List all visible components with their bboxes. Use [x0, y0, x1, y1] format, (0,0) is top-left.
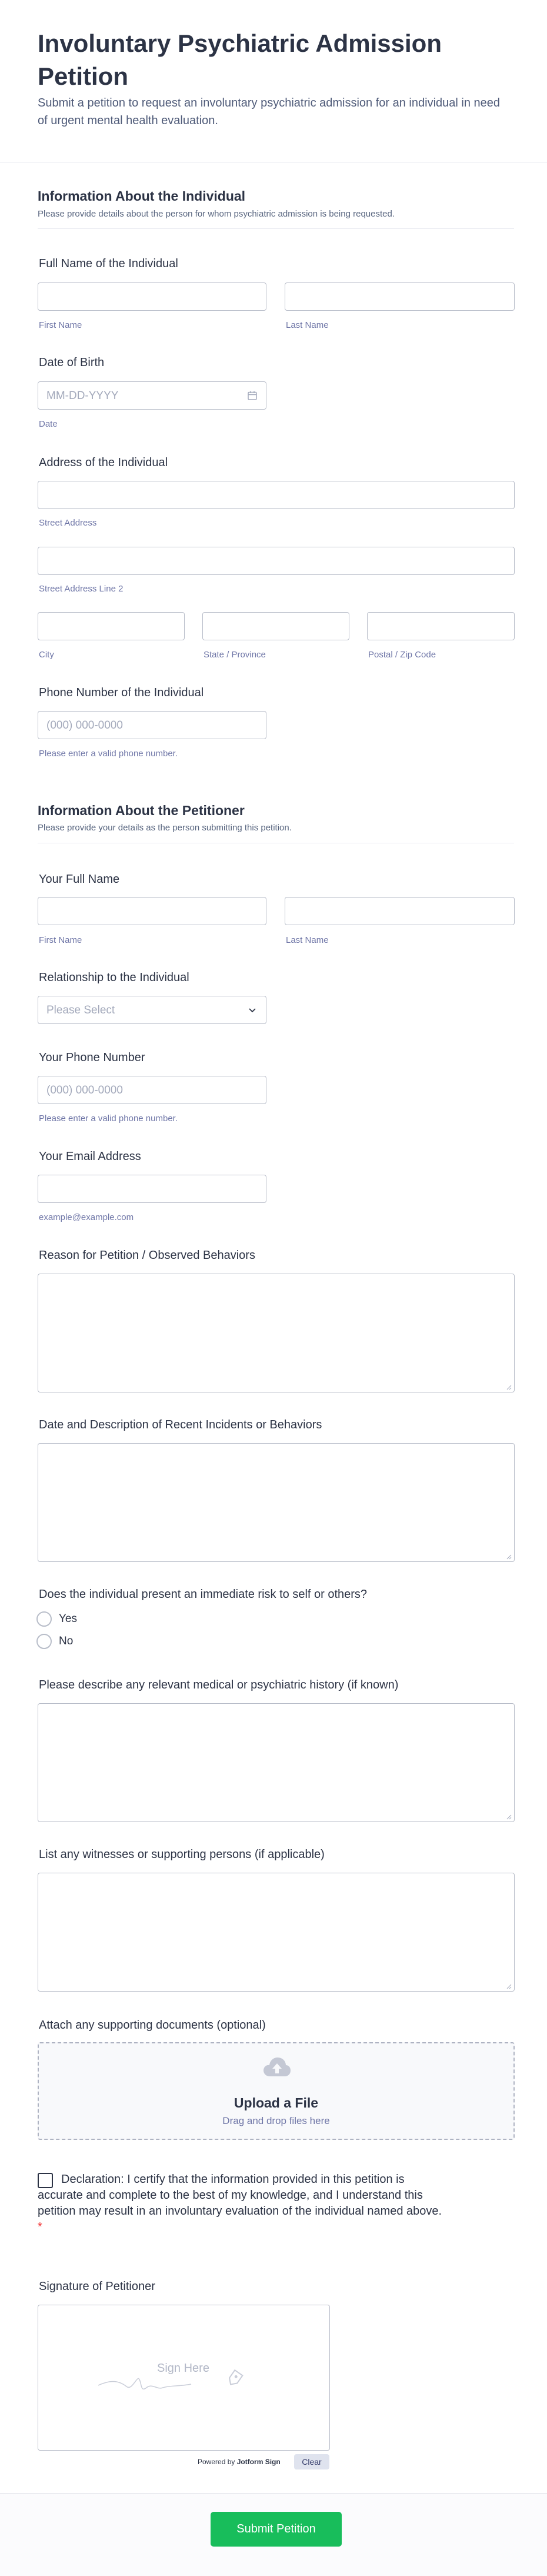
- address-label: Address of the Individual: [39, 456, 168, 469]
- relationship-label: Relationship to the Individual: [39, 971, 189, 984]
- your-phone-sublabel: Please enter a valid phone number.: [39, 1114, 178, 1124]
- reason-label: Reason for Petition / Observed Behaviors: [39, 1249, 255, 1262]
- risk-yes-radio[interactable]: [36, 1611, 52, 1627]
- relationship-select[interactable]: [38, 996, 266, 1024]
- resize-handle-icon[interactable]: [506, 1983, 512, 1989]
- city-input[interactable]: [38, 612, 185, 640]
- state-input[interactable]: [202, 612, 349, 640]
- chevron-down-icon: [247, 1005, 258, 1015]
- your-phone-label: Your Phone Number: [39, 1051, 145, 1064]
- your-email-label: Your Email Address: [39, 1150, 141, 1163]
- risk-no-radio[interactable]: [36, 1634, 52, 1649]
- section-desc-petitioner: Please provide your details as the person submitting this petition.: [38, 823, 292, 833]
- street-address-input[interactable]: [38, 481, 515, 509]
- section-divider: [38, 228, 514, 229]
- signature-placeholder: Sign Here: [157, 2362, 209, 2375]
- file-upload-dropzone[interactable]: [38, 2042, 515, 2140]
- street-address-sublabel: Street Address: [39, 518, 97, 528]
- individual-phone-label: Phone Number of the Individual: [39, 686, 204, 699]
- incidents-textarea[interactable]: [38, 1443, 515, 1562]
- state-sublabel: State / Province: [204, 650, 266, 660]
- dob-placeholder: MM-DD-YYYY: [46, 390, 119, 402]
- resize-handle-icon[interactable]: [506, 1814, 512, 1820]
- powered-by: [198, 2458, 281, 2466]
- history-textarea[interactable]: [38, 1703, 515, 1822]
- last-name-input[interactable]: [285, 282, 515, 311]
- page-title: Involuntary Psychiatric Admission Petition: [38, 29, 442, 90]
- your-first-name-sublabel: First Name: [39, 935, 82, 945]
- risk-yes-label[interactable]: Yes: [59, 1613, 77, 1625]
- powered-brand: Jotform Sign: [236, 2458, 281, 2466]
- your-last-name-sublabel: Last Name: [286, 935, 329, 945]
- your-name-label: Your Full Name: [39, 873, 120, 886]
- risk-no-label[interactable]: No: [59, 1635, 74, 1647]
- your-first-name-input[interactable]: [38, 897, 266, 925]
- declaration-label: Declaration: I certify that the information provided in this petition is accurate and complete to the best of my knowledge, and I understand this petition may result in an involuntary evaluation of the individual named above.: [38, 2173, 442, 2218]
- section-desc-individual: Please provide details about the person for whom psychiatric admission is being requested.: [38, 209, 395, 219]
- zip-input[interactable]: [367, 612, 515, 640]
- your-phone-placeholder: (000) 000-0000: [46, 1084, 123, 1096]
- declaration-text: [38, 2172, 443, 2235]
- risk-label: Does the individual present an immediate risk to self or others?: [39, 1588, 368, 1601]
- your-phone-input[interactable]: [38, 1076, 266, 1104]
- city-sublabel: City: [39, 650, 54, 660]
- powered-prefix: Powered by: [198, 2458, 235, 2466]
- witnesses-textarea[interactable]: [38, 1873, 515, 1992]
- required-mark: *: [38, 2221, 42, 2233]
- full-name-label: Full Name of the Individual: [39, 257, 178, 270]
- witnesses-label: List any witnesses or supporting persons (if applicable): [39, 1848, 325, 1861]
- zip-sublabel: Postal / Zip Code: [368, 650, 436, 660]
- last-name-sublabel: Last Name: [286, 320, 329, 330]
- attach-label: Attach any supporting documents (optional): [39, 2019, 266, 2032]
- first-name-sublabel: First Name: [39, 320, 82, 330]
- resize-handle-icon[interactable]: [506, 1384, 512, 1390]
- dob-sublabel: Date: [39, 419, 58, 429]
- clear-signature-button[interactable]: Clear: [294, 2454, 329, 2469]
- your-last-name-input[interactable]: [285, 897, 515, 925]
- reason-textarea[interactable]: [38, 1274, 515, 1392]
- individual-phone-sublabel: Please enter a valid phone number.: [39, 749, 178, 759]
- section-title-petitioner: Information About the Petitioner: [38, 803, 245, 818]
- page-subtitle: Submit a petition to request an involuntary psychiatric admission for an individual in need of urgent mental health evaluation.: [38, 97, 500, 127]
- dob-input[interactable]: [38, 381, 266, 410]
- first-name-input[interactable]: [38, 282, 266, 311]
- resize-handle-icon[interactable]: [506, 1554, 512, 1560]
- history-label: Please describe any relevant medical or psychiatric history (if known): [39, 1678, 399, 1691]
- your-email-sublabel: example@example.com: [39, 1212, 134, 1222]
- street-address-2-sublabel: Street Address Line 2: [39, 584, 124, 594]
- signature-label: Signature of Petitioner: [39, 2280, 155, 2293]
- calendar-icon[interactable]: [247, 390, 258, 401]
- your-email-input[interactable]: [38, 1175, 266, 1203]
- street-address-2-input[interactable]: [38, 547, 515, 575]
- individual-phone-input[interactable]: [38, 711, 266, 739]
- upload-subtitle: Drag and drop files here: [222, 2115, 330, 2126]
- incidents-label: Date and Description of Recent Incidents or Behaviors: [39, 1418, 322, 1431]
- dob-label: Date of Birth: [39, 356, 105, 369]
- relationship-placeholder: Please Select: [46, 1004, 115, 1016]
- upload-title: Upload a File: [234, 2095, 319, 2110]
- signature-pad[interactable]: [38, 2305, 330, 2451]
- cloud-upload-icon: [262, 2056, 292, 2080]
- submit-button[interactable]: Submit Petition: [211, 2512, 342, 2547]
- section-title-individual: Information About the Individual: [38, 188, 246, 204]
- individual-phone-placeholder: (000) 000-0000: [46, 719, 123, 732]
